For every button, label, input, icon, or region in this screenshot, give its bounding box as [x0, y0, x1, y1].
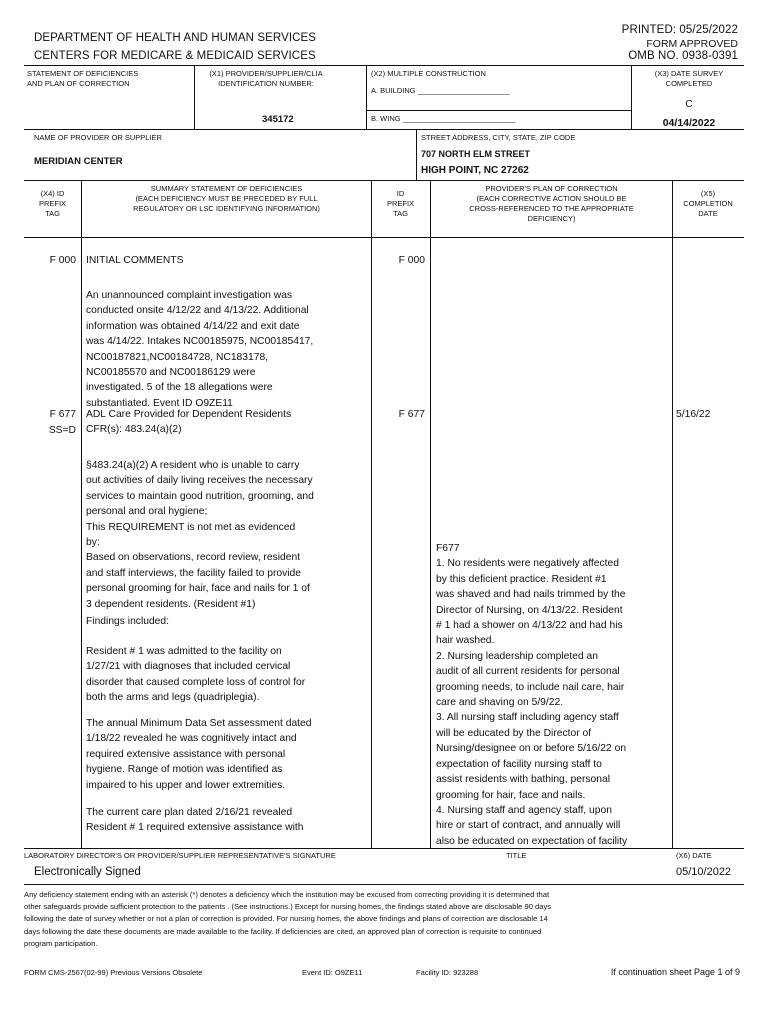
- vline-x1: [194, 65, 195, 129]
- vline-col1: [81, 180, 82, 848]
- col-plan-header: PROVIDER'S PLAN OF CORRECTION (EACH CORRECTIVE ACTION SHOULD BE CROSS-REFERENCED TO THE APPROPRIATE DEFICIENCY): [469, 184, 634, 223]
- event-id: Event ID: O9ZE11: [302, 968, 363, 977]
- tag-f000-right: F 000: [398, 255, 425, 266]
- page-indicator: If continuation sheet Page 1 of 9: [610, 967, 740, 977]
- signature-date: 05/10/2022: [676, 866, 732, 878]
- col-x4-header: (X4) ID PREFIX TAG: [38, 189, 67, 218]
- rule-top: [24, 65, 744, 66]
- form-id: FORM CMS-2567(02-99) Previous Versions Obsolete: [24, 968, 203, 977]
- mds-assessment-text: The annual Minimum Data Set assessment dated 1/18/22 revealed he was cognitively intact and required extensive assistance with personal hygiene. Range of motion was identified as impaired to his upper and lower extremities.: [86, 718, 312, 791]
- findings-heading: Findings included:: [86, 616, 169, 627]
- survey-date: 04/14/2022: [662, 117, 716, 129]
- x3-code: C: [685, 99, 693, 110]
- provider-label: NAME OF PROVIDER OR SUPPLIER: [34, 133, 162, 142]
- initial-comments-heading: INITIAL COMMENTS: [86, 255, 184, 266]
- rule-signature-bottom: [24, 884, 744, 885]
- printed-date: PRINTED: 05/25/2022: [621, 24, 738, 36]
- address-label: STREET ADDRESS, CITY, STATE, ZIP CODE: [421, 133, 576, 142]
- col-id-header: ID PREFIX TAG: [386, 189, 415, 218]
- form-approved: FORM APPROVED: [646, 38, 738, 50]
- x1-label: (X1) PROVIDER/SUPPLIER/CLIA IDENTIFICATION NUMBER:: [209, 69, 323, 88]
- col-summary-header: SUMMARY STATEMENT OF DEFICIENCIES (EACH DEFICIENCY MUST BE PRECEDED BY FULL REGULATORY OR LSC IDENTIFYING INFORMATION): [133, 184, 320, 213]
- vline-col2: [371, 180, 372, 848]
- tag-f677: F 677: [49, 409, 76, 420]
- scope-severity: SS=D: [48, 425, 76, 436]
- vline-x3: [631, 65, 632, 129]
- col-x5-header: (X5) COMPLETION DATE: [683, 189, 733, 218]
- vline-x2: [366, 65, 367, 129]
- initial-comments-text: An unannounced complaint investigation was conducted onsite 4/12/22 and 4/13/22. Additional information was obtained 4/14/22 and exit date was 4/14/22. Intakes NC00185975, NC00185417, NC00187821,NC00184728, NC183178, NC00185570 and NC00186129 were investigated. 5 of the 18 allegations were substantiated. Event ID O9ZE11: [86, 290, 314, 409]
- plan-of-correction-text: F677 1. No residents were negatively affected by this deficient practice. Resident #1 was shaved and had nails trimmed by the Director of Nursing, on 4/13/22. Resident # 1 had a shower on 4/13/22 and had his hair washed. 2. Nursing leadership completed an audit of all current residents for personal grooming needs, to include nail care, hair care and shaving on 5/9/22. 3. All nursing staff including agency staff will be educated by the Director of Nursing/designee on or before 5/16/22 on expectation of facility nursing staff to assist residents with bathing, personal grooming for hair, face and nails. 4. Nursing staff and agency staff, upon hire or start of contract, and annually will also be educated on expectation of facility: [436, 543, 628, 847]
- department-name: DEPARTMENT OF HEALTH AND HUMAN SERVICES: [34, 32, 317, 44]
- title-label: TITLE: [506, 851, 527, 860]
- requirement-text: §483.24(a)(2) A resident who is unable to carry out activities of daily living receives the necessary services to maintain good nutrition, grooming, and personal and oral hygiene; This REQUIREMENT is not met as evidenced by: Based on observations, record review, resident and staff interviews, the facility failed to provide personal grooming for hair, face and nails for 1 of 3 dependent residents. (Resident #1): [86, 460, 314, 610]
- x2-label: (X2) MULTIPLE CONSTRUCTION: [371, 69, 486, 78]
- rule-columns-bottom: [24, 237, 744, 238]
- wing-label: B. WING ___________________________: [371, 114, 516, 123]
- vline-col4: [672, 180, 673, 848]
- provider-name: MERIDIAN CENTER: [34, 156, 123, 167]
- address-line2: HIGH POINT, NC 27262: [421, 165, 529, 176]
- x3-label: (X3) DATE SURVEY COMPLETED: [654, 69, 724, 88]
- vline-address: [416, 129, 417, 180]
- vline-col3: [430, 180, 431, 848]
- tag-f000: F 000: [49, 255, 76, 266]
- address-line1: 707 NORTH ELM STREET: [421, 149, 531, 159]
- care-plan-text: The current care plan dated 2/16/21 revealed Resident # 1 required extensive assistance with: [86, 807, 304, 834]
- date-label: (X6) DATE: [676, 851, 712, 860]
- signature-value: Electronically Signed: [34, 866, 141, 878]
- building-label: A. BUILDING ______________________: [371, 86, 510, 95]
- f677-title: ADL Care Provided for Dependent Residents CFR(s): 483.24(a)(2): [86, 409, 292, 436]
- completion-date: 5/16/22: [676, 409, 711, 420]
- disclaimer-text: Any deficiency statement ending with an asterisk (*) denotes a deficiency which the institution may be excused from correcting providing it is determined that other safeguards provide sufficient protection to the patients . (See instructions.) Except for nursing homes, the findings stated above are disclosable 90 days following the date of survey whether or not a plan of correction is provided. For nursing homes, the above findings and plans of correction are disclosable 14 days following the date these documents are made available to the facility. If deficiencies are cited, an approved plan of correction is requisite to continued program participation.: [24, 890, 552, 948]
- omb-number: OMB NO. 0938-0391: [628, 50, 738, 62]
- statement-label: STATEMENT OF DEFICIENCIES AND PLAN OF CORRECTION: [27, 69, 139, 88]
- facility-id: Facility ID: 923288: [416, 968, 479, 977]
- resident-admission-text: Resident # 1 was admitted to the facility on 1/27/21 with diagnoses that included cervical disorder that caused complete loss of control for both the arms and legs (quadriplegia).: [86, 646, 306, 704]
- rule-provider: [24, 129, 744, 130]
- rule-x2-split: [366, 110, 631, 111]
- agency-name: CENTERS FOR MEDICARE & MEDICAID SERVICES: [34, 50, 316, 62]
- signature-label: LABORATORY DIRECTOR'S OR PROVIDER/SUPPLIER REPRESENTATIVE'S SIGNATURE: [24, 851, 336, 860]
- tag-f677-right: F 677: [398, 409, 425, 420]
- provider-id: 345172: [262, 114, 294, 125]
- rule-columns-top: [24, 180, 744, 181]
